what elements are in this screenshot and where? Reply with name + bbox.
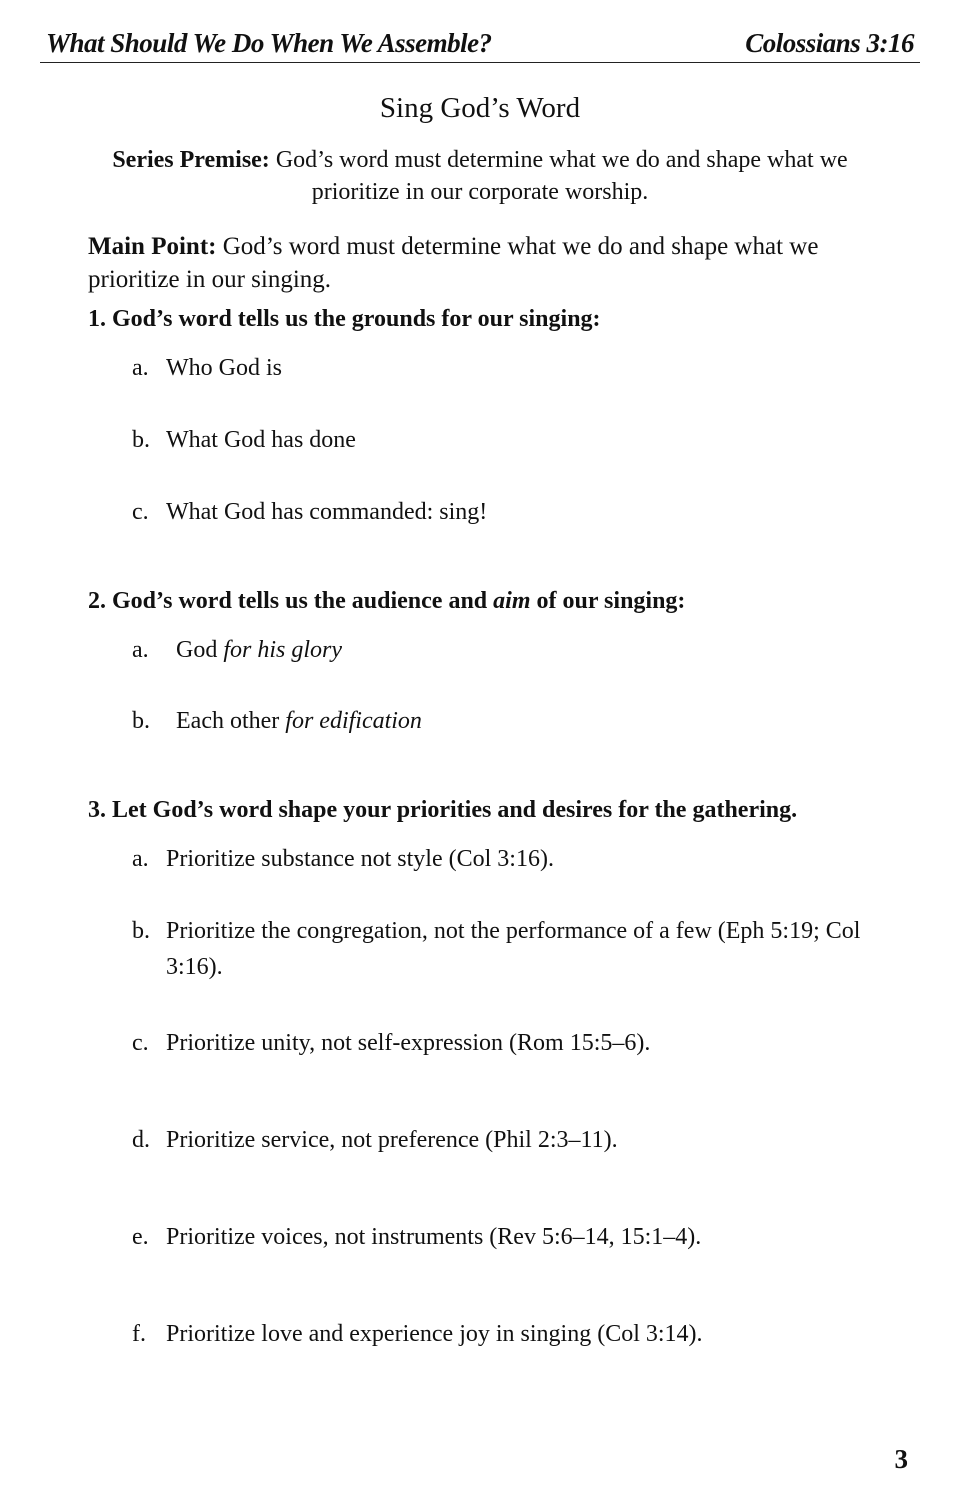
list-item-text: Prioritize love and experience joy in singing (Col 3:14). — [166, 1321, 703, 1347]
section-2-heading — [88, 588, 685, 615]
list-marker: b. — [132, 918, 150, 944]
series-title: What Should We Do When We Assemble? — [46, 28, 492, 58]
list-item-text: What God has commanded: sing! — [166, 499, 488, 525]
list-marker: a. — [132, 637, 149, 663]
scripture-reference: Colossians 3:16 — [745, 28, 914, 58]
list-marker: d. — [132, 1127, 150, 1153]
list-marker: f. — [132, 1321, 146, 1347]
section-2-heading-emphasis: aim — [493, 588, 531, 614]
list-item-emphasis: for edification — [285, 708, 422, 734]
main-point-text: God’s word must determine what we do and shape what we prioritize in our singing. — [88, 233, 819, 293]
list-item-plain: Each other — [176, 708, 286, 734]
list-marker: e. — [132, 1224, 149, 1250]
section-2-heading-pre: 2. God’s word tells us the audience and — [88, 588, 494, 614]
list-marker: b. — [132, 708, 150, 734]
list-item-text: Prioritize service, not preference (Phil 2:3–11). — [166, 1127, 618, 1153]
list-item-text — [176, 632, 342, 668]
main-point — [88, 230, 898, 296]
section-2-heading-post: of our singing: — [530, 588, 686, 614]
list-item-text: Prioritize substance not style (Col 3:16). — [166, 846, 554, 872]
list-marker: a. — [132, 846, 149, 872]
section-3-heading: 3. Let God’s word shape your priorities and desires for the gathering. — [88, 797, 798, 823]
list-marker: c. — [132, 499, 149, 525]
list-item-text — [176, 703, 422, 739]
page-title: Sing God’s Word — [379, 92, 581, 124]
series-premise-label: Series Premise: — [112, 147, 270, 173]
list-item-text: Prioritize voices, not instruments (Rev 5:6–14, 15:1–4). — [166, 1224, 702, 1250]
main-point-label: Main Point: — [88, 233, 217, 260]
list-item-emphasis: for his glory — [223, 637, 343, 663]
running-header — [40, 24, 920, 63]
list-item-text: What God has done — [166, 427, 356, 453]
section-1-heading: 1. God’s word tells us the grounds for our singing: — [88, 306, 601, 332]
page-number: 3 — [894, 1444, 908, 1474]
series-premise — [70, 144, 890, 208]
list-marker: a. — [132, 355, 149, 381]
list-item-text: Who God is — [166, 355, 282, 381]
list-marker: c. — [132, 1030, 149, 1056]
series-premise-text: God’s word must determine what we do and shape what we prioritize in our corporate worship. — [275, 147, 848, 205]
list-item-text: Prioritize the congregation, not the performance of a few (Eph 5:19; Col 3:16). — [166, 918, 861, 980]
list-item-plain: God — [176, 637, 224, 663]
list-marker: b. — [132, 427, 150, 453]
list-item-text: Prioritize unity, not self-expression (Rom 15:5–6). — [166, 1030, 651, 1056]
